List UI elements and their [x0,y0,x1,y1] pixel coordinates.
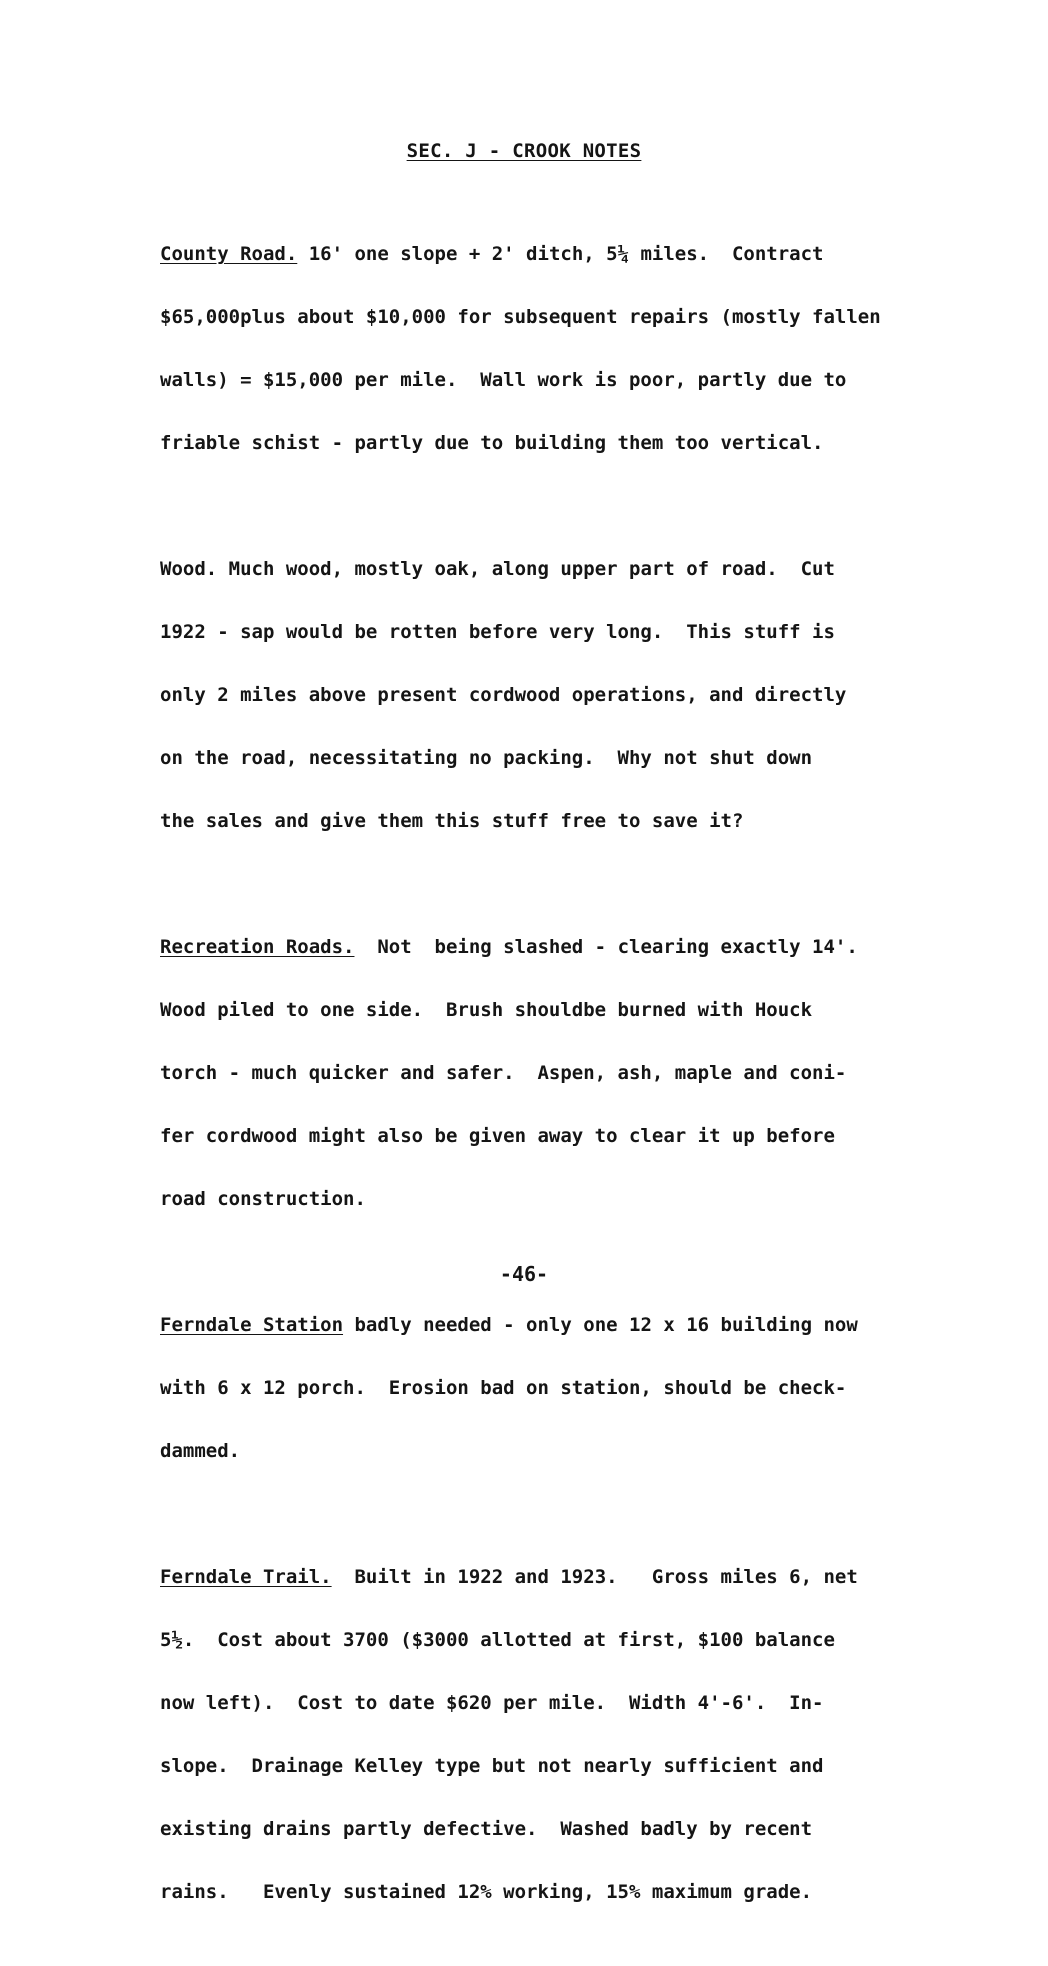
text-line: County Road. 16' one slope + 2' ditch, 5¼ miles. Contract [160,243,824,265]
text-line: with 6 x 12 porch. Erosion bad on station, should be check- [160,1377,847,1399]
paragraph-heading: Ferndale Station [160,1314,344,1336]
text-line: slope. Drainage Kelley type but not nearly sufficient and [160,1755,824,1777]
text-line: Ferndale Station badly needed - only one 12 x 16 building now [160,1314,858,1336]
text-line: only 2 miles above present cordwood operations, and directly [160,684,847,706]
paragraph-ferndale-station [160,1273,990,1504]
page-title [0,140,1048,162]
paragraph-heading: Ferndale Trail. [160,1566,332,1588]
notes-body [160,202,990,1966]
text-line: existing drains partly defective. Washed badly by recent [160,1818,813,1840]
text-line: now left). Cost to date $620 per mile. Width 4'-6'. In- [160,1692,824,1714]
text-line: 1922 - sap would be rotten before very long. This stuff is [160,621,835,643]
page-number: -46- [499,1262,549,1286]
text-line: dammed. [160,1440,241,1462]
text-line: rains. Evenly sustained 12% working, 15% maximum grade. [160,1881,813,1903]
paragraph-wood [160,517,990,874]
paragraph-heading: Wood. [160,558,218,580]
text-line: $65,000plus about $10,000 for subsequent repairs (mostly fallen [160,306,881,328]
page-title-text: SEC. J - CROOK NOTES [406,140,642,162]
text-line: Ferndale Trail. Built in 1922 and 1923. Gross miles 6, net [160,1566,858,1588]
text-line: walls) = $15,000 per mile. Wall work is poor, partly due to [160,369,847,391]
paragraph-heading: County Road. [160,243,298,265]
text-line: 5½. Cost about 3700 ($3000 allotted at first, $100 balance [160,1629,835,1651]
text-line: the sales and give them this stuff free to save it? [160,810,744,832]
text-line: on the road, necessitating no packing. Why not shut down [160,747,813,769]
paragraph-ferndale-trail [160,1525,990,1945]
text-line: friable schist - partly due to building them too vertical. [160,432,824,454]
paragraph-county-road [160,202,990,496]
text-line: torch - much quicker and safer. Aspen, ash, maple and coni- [160,1062,847,1084]
paragraph-heading: Recreation Roads. [160,936,355,958]
paragraph-recreation-roads [160,895,990,1252]
text-line: fer cordwood might also be given away to clear it up before [160,1125,835,1147]
text-line: Recreation Roads. Not being slashed - clearing exactly 14'. [160,936,858,958]
text-line: Wood piled to one side. Brush shouldbe burned with Houck [160,999,813,1021]
text-line: road construction. [160,1188,366,1210]
text-line: Wood. Much wood, mostly oak, along upper part of road. Cut [160,558,835,580]
